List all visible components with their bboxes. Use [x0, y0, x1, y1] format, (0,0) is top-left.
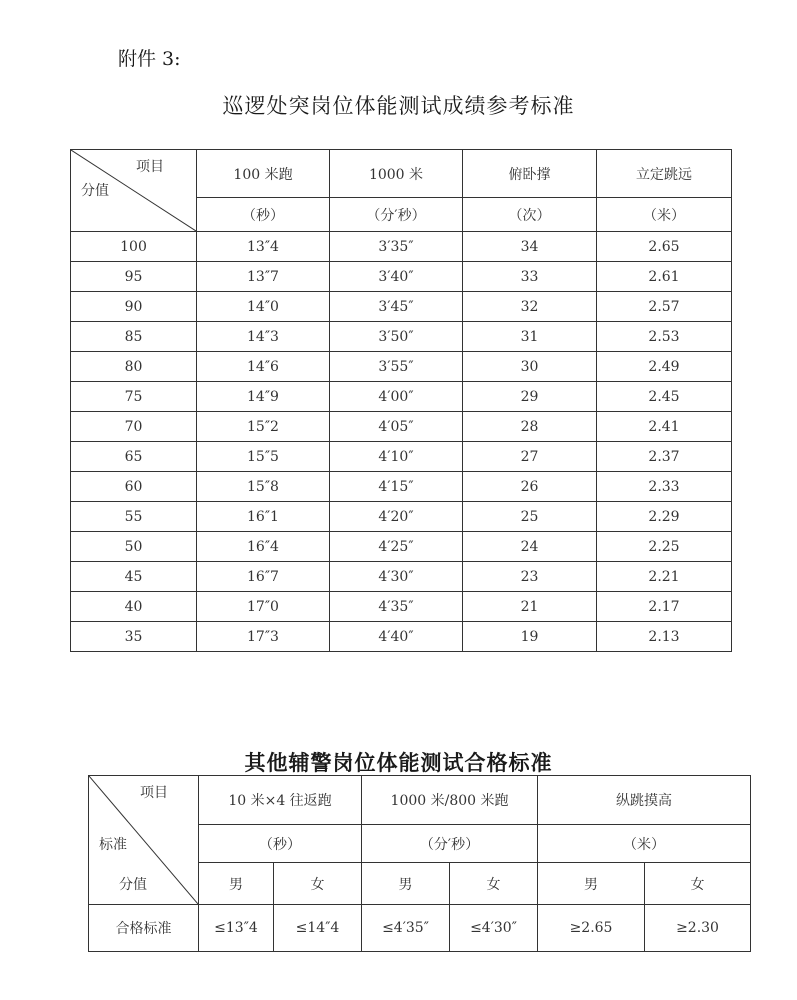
- table1-score-cell: 80: [71, 352, 197, 382]
- table2-row-label: 合格标准: [89, 905, 199, 952]
- table1-value-cell: 2.37: [597, 442, 732, 472]
- table2-unit-shuttle: （秒）: [199, 825, 362, 863]
- table1-value-cell: 16″7: [197, 562, 330, 592]
- table1-score-cell: 90: [71, 292, 197, 322]
- table1-value-cell: 2.65: [597, 232, 732, 262]
- table1-value-cell: 3′55″: [330, 352, 463, 382]
- table1-score-cell: 60: [71, 472, 197, 502]
- table1-corner-item: 项目: [136, 159, 164, 175]
- table1-value-cell: 21: [463, 592, 597, 622]
- table1-value-cell: 24: [463, 532, 597, 562]
- table2-corner-standard: 标准: [99, 837, 127, 853]
- table1-row: [71, 622, 732, 652]
- table2-gender-cell: 男: [362, 863, 450, 905]
- table1-row: [71, 592, 732, 622]
- table1-value-cell: 2.45: [597, 382, 732, 412]
- table1-corner-cell: [71, 150, 197, 232]
- table2-header-jump: 纵跳摸高: [538, 776, 751, 825]
- table2-corner-item: 项目: [140, 785, 168, 801]
- table2-header-run: 1000 米/800 米跑: [362, 776, 538, 825]
- table1-value-cell: 23: [463, 562, 597, 592]
- table1-row: [71, 412, 732, 442]
- table2-pass-value: ≥2.65: [538, 905, 645, 952]
- table1-row: [71, 232, 732, 262]
- table1-value-cell: 2.53: [597, 322, 732, 352]
- table1-score-cell: 85: [71, 322, 197, 352]
- table2-corner-score: 分值: [119, 877, 147, 893]
- table1-value-cell: 16″1: [197, 502, 330, 532]
- table1-value-cell: 2.41: [597, 412, 732, 442]
- table2-pass-value: ≥2.30: [645, 905, 751, 952]
- table1-score-cell: 50: [71, 532, 197, 562]
- table1-value-cell: 2.25: [597, 532, 732, 562]
- table1-value-cell: 2.17: [597, 592, 732, 622]
- table1-value-cell: 2.13: [597, 622, 732, 652]
- table1-header-longjump: 立定跳远: [597, 150, 732, 198]
- table2-pass-value: ≤13″4: [199, 905, 274, 952]
- table1-unit-100m: （秒）: [197, 198, 330, 232]
- table2-corner-cell: [89, 776, 199, 905]
- table1-value-cell: 30: [463, 352, 597, 382]
- table1-value-cell: 14″9: [197, 382, 330, 412]
- table1-row: [71, 262, 732, 292]
- table1-value-cell: 15″8: [197, 472, 330, 502]
- table2-unit-run: （分′秒）: [362, 825, 538, 863]
- table2-gender-cell: 女: [450, 863, 538, 905]
- table1-corner-score: 分值: [81, 183, 109, 199]
- table1-value-cell: 2.21: [597, 562, 732, 592]
- table1-value-cell: 3′35″: [330, 232, 463, 262]
- table1-value-cell: 2.61: [597, 262, 732, 292]
- table1-value-cell: 15″2: [197, 412, 330, 442]
- table1-score-cell: 40: [71, 592, 197, 622]
- table1-score-cell: 55: [71, 502, 197, 532]
- table1-row: [71, 352, 732, 382]
- table1-value-cell: 2.49: [597, 352, 732, 382]
- table2-pass-value: ≤4′35″: [362, 905, 450, 952]
- table2-header-shuttle: 10 米×4 往返跑: [199, 776, 362, 825]
- table1-value-cell: 33: [463, 262, 597, 292]
- table1-value-cell: 32: [463, 292, 597, 322]
- table1-value-cell: 28: [463, 412, 597, 442]
- table1-row: [71, 502, 732, 532]
- fitness-pass-table: [88, 775, 751, 952]
- table1-value-cell: 2.29: [597, 502, 732, 532]
- table2-title: 其他辅警岗位体能测试合格标准: [244, 750, 553, 775]
- table1-score-cell: 65: [71, 442, 197, 472]
- table1-value-cell: 34: [463, 232, 597, 262]
- table1-value-cell: 2.57: [597, 292, 732, 322]
- table1-unit-longjump: （米）: [597, 198, 732, 232]
- table1-score-cell: 35: [71, 622, 197, 652]
- table1-value-cell: 4′05″: [330, 412, 463, 442]
- table1-value-cell: 4′15″: [330, 472, 463, 502]
- table1-value-cell: 14″3: [197, 322, 330, 352]
- table1-row: [71, 532, 732, 562]
- attachment-label: 附件 3:: [118, 48, 181, 70]
- table1-value-cell: 27: [463, 442, 597, 472]
- table1-unit-pushup: （次）: [463, 198, 597, 232]
- table1-unit-1000m: （分′秒）: [330, 198, 463, 232]
- table1-score-cell: 100: [71, 232, 197, 262]
- table2-gender-cell: 男: [538, 863, 645, 905]
- table1-value-cell: 4′30″: [330, 562, 463, 592]
- table1-title: 巡逻处突岗位体能测试成绩参考标准: [222, 94, 575, 118]
- table1-value-cell: 15″5: [197, 442, 330, 472]
- table1-score-cell: 75: [71, 382, 197, 412]
- table1-value-cell: 14″6: [197, 352, 330, 382]
- table1-value-cell: 3′50″: [330, 322, 463, 352]
- table1-value-cell: 17″3: [197, 622, 330, 652]
- table1-score-cell: 70: [71, 412, 197, 442]
- table1-value-cell: 4′25″: [330, 532, 463, 562]
- table1-header-row: [71, 150, 732, 198]
- table1-value-cell: 4′10″: [330, 442, 463, 472]
- table1-score-cell: 45: [71, 562, 197, 592]
- table1-value-cell: 4′40″: [330, 622, 463, 652]
- table1-value-cell: 29: [463, 382, 597, 412]
- table2-gender-cell: 女: [645, 863, 751, 905]
- table1-value-cell: 4′35″: [330, 592, 463, 622]
- table1-row: [71, 562, 732, 592]
- table1-score-cell: 95: [71, 262, 197, 292]
- table1-value-cell: 14″0: [197, 292, 330, 322]
- table1-row: [71, 442, 732, 472]
- table2-pass-value: ≤14″4: [274, 905, 362, 952]
- table2-unit-jump: （米）: [538, 825, 751, 863]
- table1-row: [71, 322, 732, 352]
- fitness-reference-table: [70, 149, 732, 652]
- table1-value-cell: 3′40″: [330, 262, 463, 292]
- table1-header-pushup: 俯卧撑: [463, 150, 597, 198]
- table1-value-cell: 13″4: [197, 232, 330, 262]
- table2-header-row: [89, 776, 751, 825]
- table1-header-1000m: 1000 米: [330, 150, 463, 198]
- table2-gender-cell: 男: [199, 863, 274, 905]
- table1-value-cell: 4′00″: [330, 382, 463, 412]
- table1-value-cell: 31: [463, 322, 597, 352]
- table1-value-cell: 13″7: [197, 262, 330, 292]
- table1-row: [71, 382, 732, 412]
- table2-gender-cell: 女: [274, 863, 362, 905]
- table1-value-cell: 16″4: [197, 532, 330, 562]
- table1-row: [71, 292, 732, 322]
- table1-value-cell: 3′45″: [330, 292, 463, 322]
- table1-value-cell: 19: [463, 622, 597, 652]
- table1-value-cell: 2.33: [597, 472, 732, 502]
- table1-value-cell: 25: [463, 502, 597, 532]
- table1-value-cell: 17″0: [197, 592, 330, 622]
- table2-pass-row: [89, 905, 751, 952]
- table1-header-100m: 100 米跑: [197, 150, 330, 198]
- table2-pass-value: ≤4′30″: [450, 905, 538, 952]
- table1-row: [71, 472, 732, 502]
- table1-value-cell: 4′20″: [330, 502, 463, 532]
- table1-value-cell: 26: [463, 472, 597, 502]
